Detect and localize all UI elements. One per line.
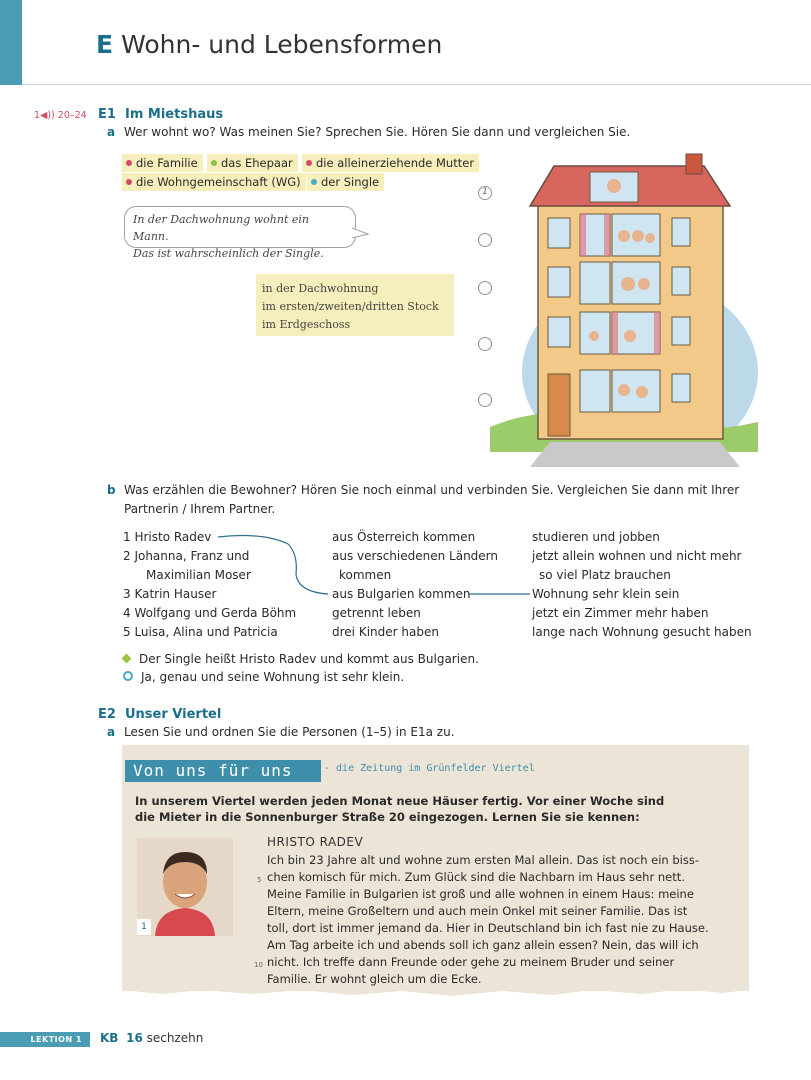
chip-single: der Single — [307, 173, 384, 191]
match-item: aus Bulgarien kommen — [332, 587, 471, 601]
match-item: 3 Katrin Hauser — [123, 587, 217, 601]
chip-ehepaar: das Ehepaar — [207, 154, 298, 172]
match-item: 1 Hristo Radev — [123, 530, 212, 544]
article-body-line: nicht. Ich treffe dann Freunde oder gehe zu meinem Bruder und seiner — [267, 955, 675, 969]
match-item: getrennt leben — [332, 606, 421, 620]
article-body-line: Ich bin 23 Jahre alt und wohne zum ersten Mal allein. Das ist noch ein biss- — [267, 853, 699, 867]
chip-dot — [126, 160, 132, 166]
line-number-10: 10 — [254, 961, 263, 969]
paper-torn-edge — [122, 984, 749, 1000]
match-item: jetzt ein Zimmer mehr haben — [532, 606, 709, 620]
task-e1b: b Was erzählen die Bewohner? Hören Sie noch einmal und verbinden Sie. Vergleichen Sie dann mit Ihrer — [107, 483, 740, 497]
match-item: 2 Johanna, Franz und — [123, 549, 250, 563]
article-lead: In unserem Viertel werden jeden Monat neue Häuser fertig. Vor einer Woche sind die Mieter in die Sonnenburger Straße 20 eingezogen. Lernen Sie sie kennen: — [135, 794, 665, 824]
match-item: kommen — [339, 568, 392, 582]
match-item: lange nach Wohnung gesucht haben — [532, 625, 752, 639]
match-column-situation — [532, 528, 752, 642]
chip-dot — [211, 160, 217, 166]
newspaper-masthead: Von uns für uns — [125, 760, 321, 782]
match-item: Maximilian Moser — [146, 568, 251, 582]
chip-dot — [311, 179, 317, 185]
newspaper-subtitle: - die Zeitung im Grünfelder Viertel — [324, 763, 535, 774]
answer-circle-1[interactable]: 1 — [478, 186, 492, 200]
page-footer: KB 16 sechzehn — [100, 1031, 204, 1045]
speech-bubble-tail — [352, 226, 370, 240]
photo-number-badge: 1 — [137, 919, 151, 935]
task-e2a: a Lesen Sie und ordnen Sie die Personen (1–5) in E1a zu. — [107, 725, 455, 739]
chip-wohngemeinschaft: die Wohngemeinschaft (WG) — [122, 173, 306, 191]
example-answer-1: Der Single heißt Hristo Radev und kommt aus Bulgarien. — [123, 652, 479, 666]
match-item: Wohnung sehr klein sein — [532, 587, 680, 601]
article-body-line: Am Tag arbeite ich und abends soll ich ganz allein essen? Nein, das will ich — [267, 938, 699, 952]
diamond-bullet-icon — [122, 654, 132, 664]
line-number-5: 5 — [257, 876, 262, 884]
apartment-house-illustration — [490, 152, 758, 472]
article-body-line: toll, dort ist immer jemand da. Hier in Deutschland bin ich fast nie zu Hause. — [267, 921, 709, 935]
chip-dot — [306, 160, 312, 166]
match-item: 5 Luisa, Alina und Patricia — [123, 625, 278, 639]
exercise-e2-heading: E2 Unser Viertel — [98, 707, 222, 722]
chip-alleinerziehende-mutter: die alleinerziehende Mutter — [302, 154, 479, 172]
match-item: so viel Platz brauchen — [539, 568, 671, 582]
audio-track-marker[interactable]: 1◀)) 20–24 — [34, 110, 87, 121]
header-divider — [22, 84, 811, 85]
speech-bubble: In der Dachwohnung wohnt ein Mann. Das ist wahrscheinlich der Single. — [124, 206, 356, 248]
ring-bullet-icon — [123, 671, 133, 681]
person-name-heading: HRISTO RADEV — [267, 835, 364, 849]
article-body-line: chen komisch für mich. Zum Glück sind die Nachbarn im Haus sehr nett. — [267, 870, 685, 884]
exercise-e1-heading: E1 Im Mietshaus — [98, 107, 224, 122]
lesson-label: LEKTION 1 — [0, 1032, 90, 1047]
match-item: jetzt allein wohnen und nicht mehr — [532, 549, 742, 563]
article-body-line: Familie. Er wohnt gleich um die Ecke. — [267, 972, 482, 986]
connecting-lines — [218, 534, 538, 604]
match-item: studieren und jobben — [532, 530, 660, 544]
article-body-line: Eltern, meine Großeltern und auch mein Onkel mit seiner Familie. Das ist — [267, 904, 688, 918]
example-answer-2: Ja, genau und seine Wohnung ist sehr klein. — [123, 670, 404, 684]
match-item: 4 Wolfgang und Gerda Böhm — [123, 606, 297, 620]
chip-familie: die Familie — [122, 154, 203, 172]
match-item: drei Kinder haben — [332, 625, 439, 639]
section-color-bar — [0, 0, 22, 85]
task-e1b-line2: Partnerin / Ihrem Partner. — [124, 502, 276, 516]
location-phrases-box: in der Dachwohnung im ersten/zweiten/dritten Stock im Erdgeschoss — [256, 274, 454, 336]
match-item: aus Österreich kommen — [332, 530, 476, 544]
match-item: aus verschiedenen Ländern — [332, 549, 498, 563]
chip-dot — [126, 179, 132, 185]
article-body-line: Meine Familie in Bulgarien ist groß und alle wohnen in einem Haus: meine — [267, 887, 694, 901]
task-e1a: a Wer wohnt wo? Was meinen Sie? Sprechen Sie. Hören Sie dann und vergleichen Sie. — [107, 125, 631, 139]
page-title: E Wohn- und Lebensformen — [96, 30, 443, 59]
person-photo — [137, 838, 233, 936]
